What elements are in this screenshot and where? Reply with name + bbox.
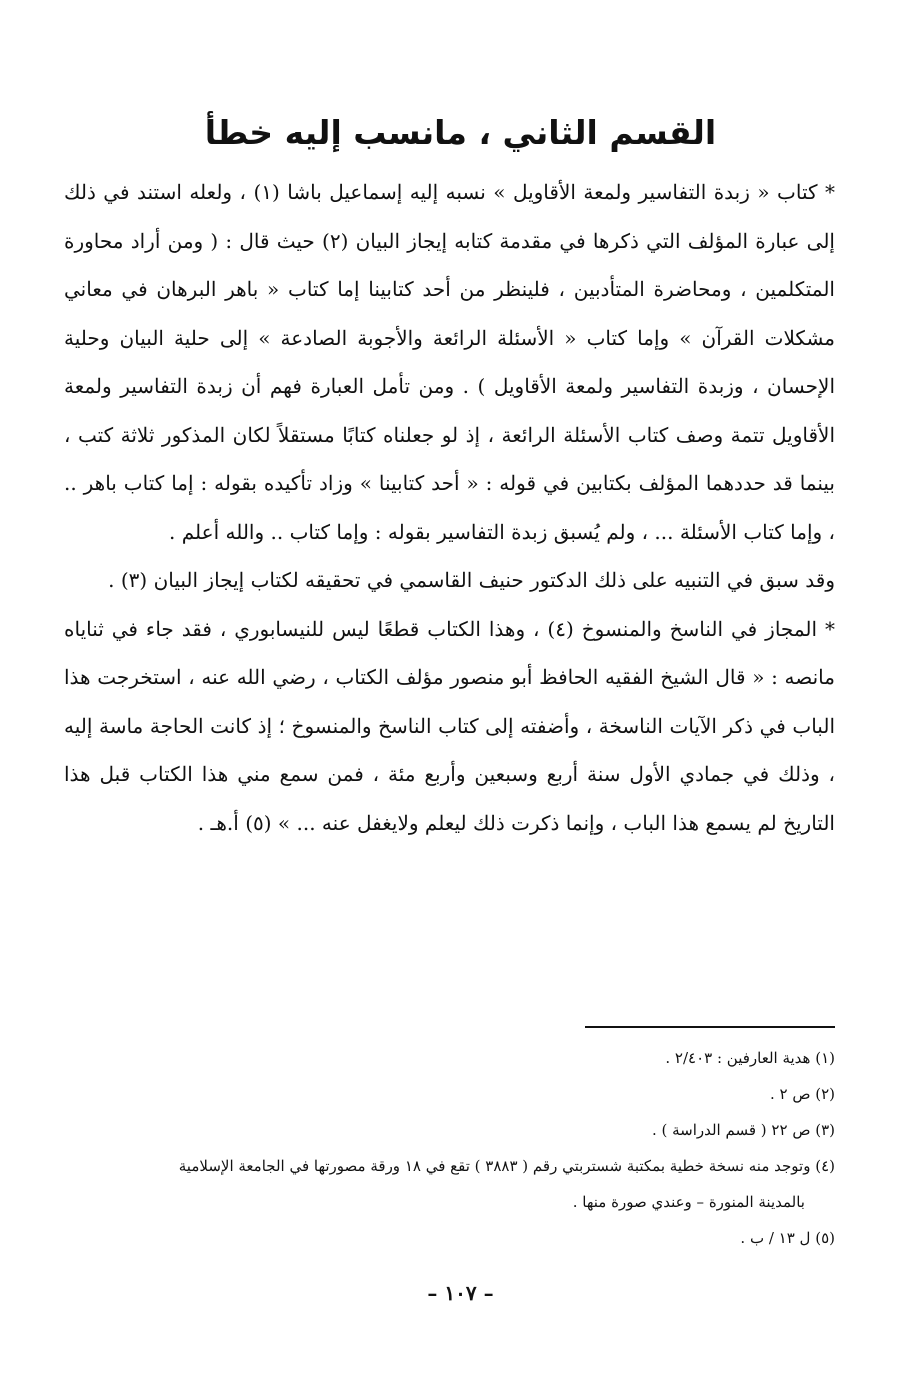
section-title: القسم الثاني ، مانسب إليه خطأ xyxy=(204,113,717,152)
footnote-3: (٣) ص ٢٢ ( قسم الدراسة ) . xyxy=(651,1121,835,1139)
footnote-4-continued: بالمدينة المنورة – وعندي صورة منها . xyxy=(572,1193,805,1211)
footnote-separator xyxy=(585,1026,835,1028)
paragraph-hanif-alqasimi: وقد سبق في التنبيه على ذلك الدكتور حنيف القاسمي في تحقيقه لكتاب إيجاز البيان (٣) . xyxy=(108,568,835,592)
main-text xyxy=(64,168,835,847)
page-number: – ١٠٧ – xyxy=(427,1281,494,1305)
paragraph-almajaz: * المجاز في الناسخ والمنسوخ (٤) ، وهذا الكتاب قطعًا ليس للنيسابوري ، فقد جاء في ثناياه مانصه : « قال الشيخ الفقيه الحافظ أبو منصور مؤلف الكتاب ، رضي الله عنه ، استخرجت هذا الباب في ذكر الآيات الناسخة ، وأضفته إلى كتاب الناسخ والمنسوخ ؛ إذ كانت الحاجة ماسة إليه ، وذلك في جمادي الأول سنة أربع وسبعين وأربع مئة ، فمن سمع مني هذا الكتاب قبل هذا التاريخ لم يسمع هذا الباب ، وإنما ذكرت ذلك ليعلم ولايغفل عنه ... » (٥) أ.هـ . xyxy=(64,616,835,835)
footnotes-list xyxy=(64,1040,835,1256)
footnote-1: (١) هدية العارفين : ٢/٤٠٣ . xyxy=(665,1049,835,1067)
footnote-2: (٢) ص ٢ . xyxy=(769,1085,835,1103)
footnote-4: (٤) وتوجد منه نسخة خطية بمكتبة شستربتي رقم ( ٣٨٨٣ ) تقع في ١٨ ورقة مصورتها في الجامعة الإسلامية xyxy=(178,1157,835,1175)
paragraph-zubdat-altafasir: * كتاب « زبدة التفاسير ولمعة الأقاويل » نسبه إليه إسماعيل باشا (١) ، ولعله استند في ذلك إلى عبارة المؤلف التي ذكرها في مقدمة كتابه إيجاز البيان (٢) حيث قال : ( ومن أراد محاورة المتكلمين ، ومحاضرة المتأدبين ، فلينظر من أحد كتابينا إما كتاب « باهر البرهان في معاني مشكلات القرآن » وإما كتاب « الأسئلة الرائعة والأجوبة الصادعة » إلى حلية البيان وحلية الإحسان ، وزبدة التفاسير ولمعة الأقاويل ) . ومن تأمل العبارة فهم أن زبدة التفاسير ولمعة الأقاويل تتمة وصف كتاب الأسئلة الرائعة ، إذ لو جعلناه كتابًا مستقلاً لكان المذكور ثلاثة كتب ، بينما قد حددهما المؤلف بكتابين في قوله : « أحد كتابينا » وزاد تأكيده بقوله : إما كتاب باهر .. ، وإما كتاب الأسئلة ... ، ولم يُسبق زبدة التفاسير بقوله : وإما كتاب .. والله أعلم . xyxy=(64,180,835,544)
footnote-5: (٥) ل ١٣ / ب . xyxy=(740,1229,835,1247)
